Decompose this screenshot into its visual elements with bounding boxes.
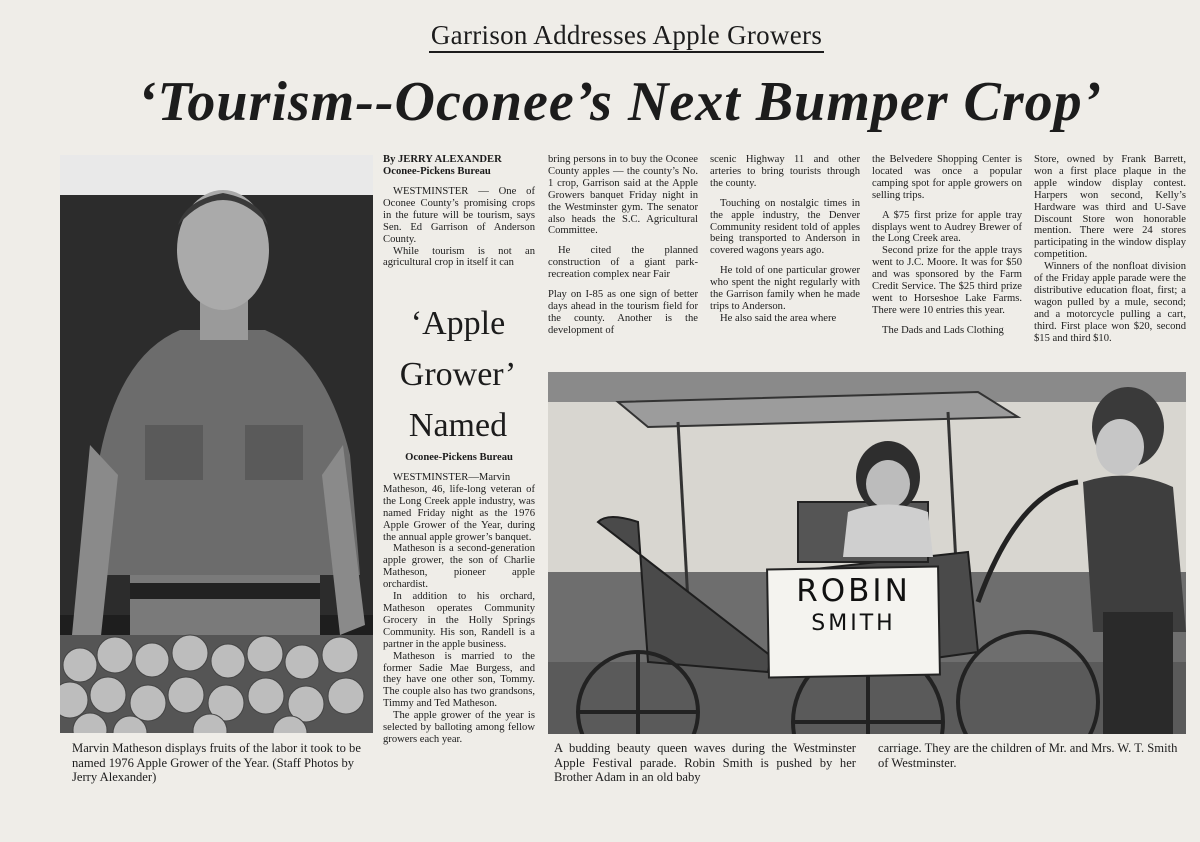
story1-column-2 xyxy=(548,154,698,337)
paragraph: The Dads and Lads Clothing xyxy=(882,324,1004,336)
story1-column-4 xyxy=(872,154,1022,337)
photo-robin-smith-carriage xyxy=(548,372,1186,734)
paragraph: Second prize for the apple trays went to J.C. Moore. It was for $50 and was sponsored by the Farm Credit Service. The $25 third prize went to Horseshoe Lake Farms. There were 10 entries this year. xyxy=(872,245,1022,316)
paragraph: While tourism is not an agricultural crop in itself it can xyxy=(383,245,535,269)
paragraph: A $75 first prize for apple tray displays went to Audrey Brewer of the Long Creek area. xyxy=(872,209,1022,245)
main-headline: ‘Tourism--Oconee’s Next Bumper Crop’ xyxy=(137,71,1103,133)
paragraph: Matheson is married to the former Sadie Mae Burgess, and they have one other son, Tommy. The couple also has two grandsons, Timmy and Ted Matheson. xyxy=(383,650,535,710)
story2-bureau: Oconee-Pickens Bureau xyxy=(405,452,513,463)
paragraph: scenic Highway 11 and other arteries to bring tourists through the county. xyxy=(710,154,860,189)
paragraph: He also said the area where xyxy=(720,312,837,324)
story2-body xyxy=(383,452,535,746)
photo-marvin-matheson xyxy=(60,155,373,733)
story2-headline: ‘Apple Grower’ Named xyxy=(399,305,517,444)
photo2-caption-left: A budding beauty queen waves during the Westminster Apple Festival parade. Robin Smith is pushed by her Brother Adam in an old baby xyxy=(554,741,856,784)
story1-column-1 xyxy=(383,154,535,269)
kicker-headline: Garrison Addresses Apple Growers xyxy=(0,18,1200,52)
paragraph: Matheson is a second-generation apple grower, the son of Charlie Matheson, pioneer apple orchardist. xyxy=(383,543,535,591)
paragraph: The apple grower of the year is selected by balloting among fellow growers each year. xyxy=(383,710,535,745)
paragraph: bring persons in to buy the Oconee County apples — the county’s No. 1 crop, Garrison said at the Apple Growers banquet Friday night in the Westminster gym. The senator also heads the S.C. Agricultural Committee. xyxy=(548,154,698,237)
paragraph: the Belvedere Shopping Center is located was once a popular camping spot for apple growers on selling trips. xyxy=(872,154,1022,201)
photo1-caption: Marvin Matheson displays fruits of the labor it took to be named 1976 Apple Grower of the Year. (Staff Photos by Jerry Alexander) xyxy=(72,741,361,784)
paragraph: WESTMINSTER—Marvin Matheson, 46, life-long veteran of the Long Creek apple industry, was named Friday night as the 1976 Apple Grower of the Year, during the annual apple grower’s banquet. xyxy=(383,472,535,543)
paragraph: Winners of the nonfloat division of the Friday apple parade were the distributive education float, first; a wagon pulled by a mule, second; and a motorcycle pulling a cart, third. First place won $20, second $15 and third $10. xyxy=(1034,261,1186,344)
paragraph: He cited the planned construction of a giant park-recreation complex near Fair xyxy=(548,245,698,281)
paragraph: Store, owned by Frank Barrett, won a first place plaque in the apple window display contest. Harpers won second, Kelly’s Hardware was third and U-Save Discount Store won honorable mention. There were 24 stores participating in the window display competition. xyxy=(1034,154,1186,261)
story1-column-3 xyxy=(710,154,860,325)
paragraph: Touching on nostalgic times in the apple industry, the Denver Community resident told of apples being transported to Anderson in covered wagons years ago. xyxy=(710,197,860,257)
paragraph: In addition to his orchard, Matheson operates Community Grocery in the Holly Springs Community. His son, Randell is a partner in the apple business. xyxy=(383,591,535,650)
paragraph: Play on I-85 as one sign of better days ahead in the tourism field for the county. Another is the development of xyxy=(548,289,698,336)
photo2-caption-right: carriage. They are the children of Mr. and Mrs. W. T. Smith of Westminster. xyxy=(878,741,1178,770)
story1-column-5 xyxy=(1034,154,1186,345)
photo-marvin-matheson-image xyxy=(60,155,373,733)
story1-byline: By JERRY ALEXANDER Oconee-Pickens Bureau xyxy=(383,154,502,177)
paragraph: He told of one particular grower who spent the night regularly with the Garrison family when he made trips to Anderson. xyxy=(710,265,860,312)
photo-robin-smith-image xyxy=(548,372,1186,734)
paragraph: WESTMINSTER — One of Oconee County’s promising crops in the future will be tourism, says Sen. Ed Garrison of Anderson County. xyxy=(383,186,535,245)
sign-robin-smith: ROBIN SMITH xyxy=(796,573,911,636)
